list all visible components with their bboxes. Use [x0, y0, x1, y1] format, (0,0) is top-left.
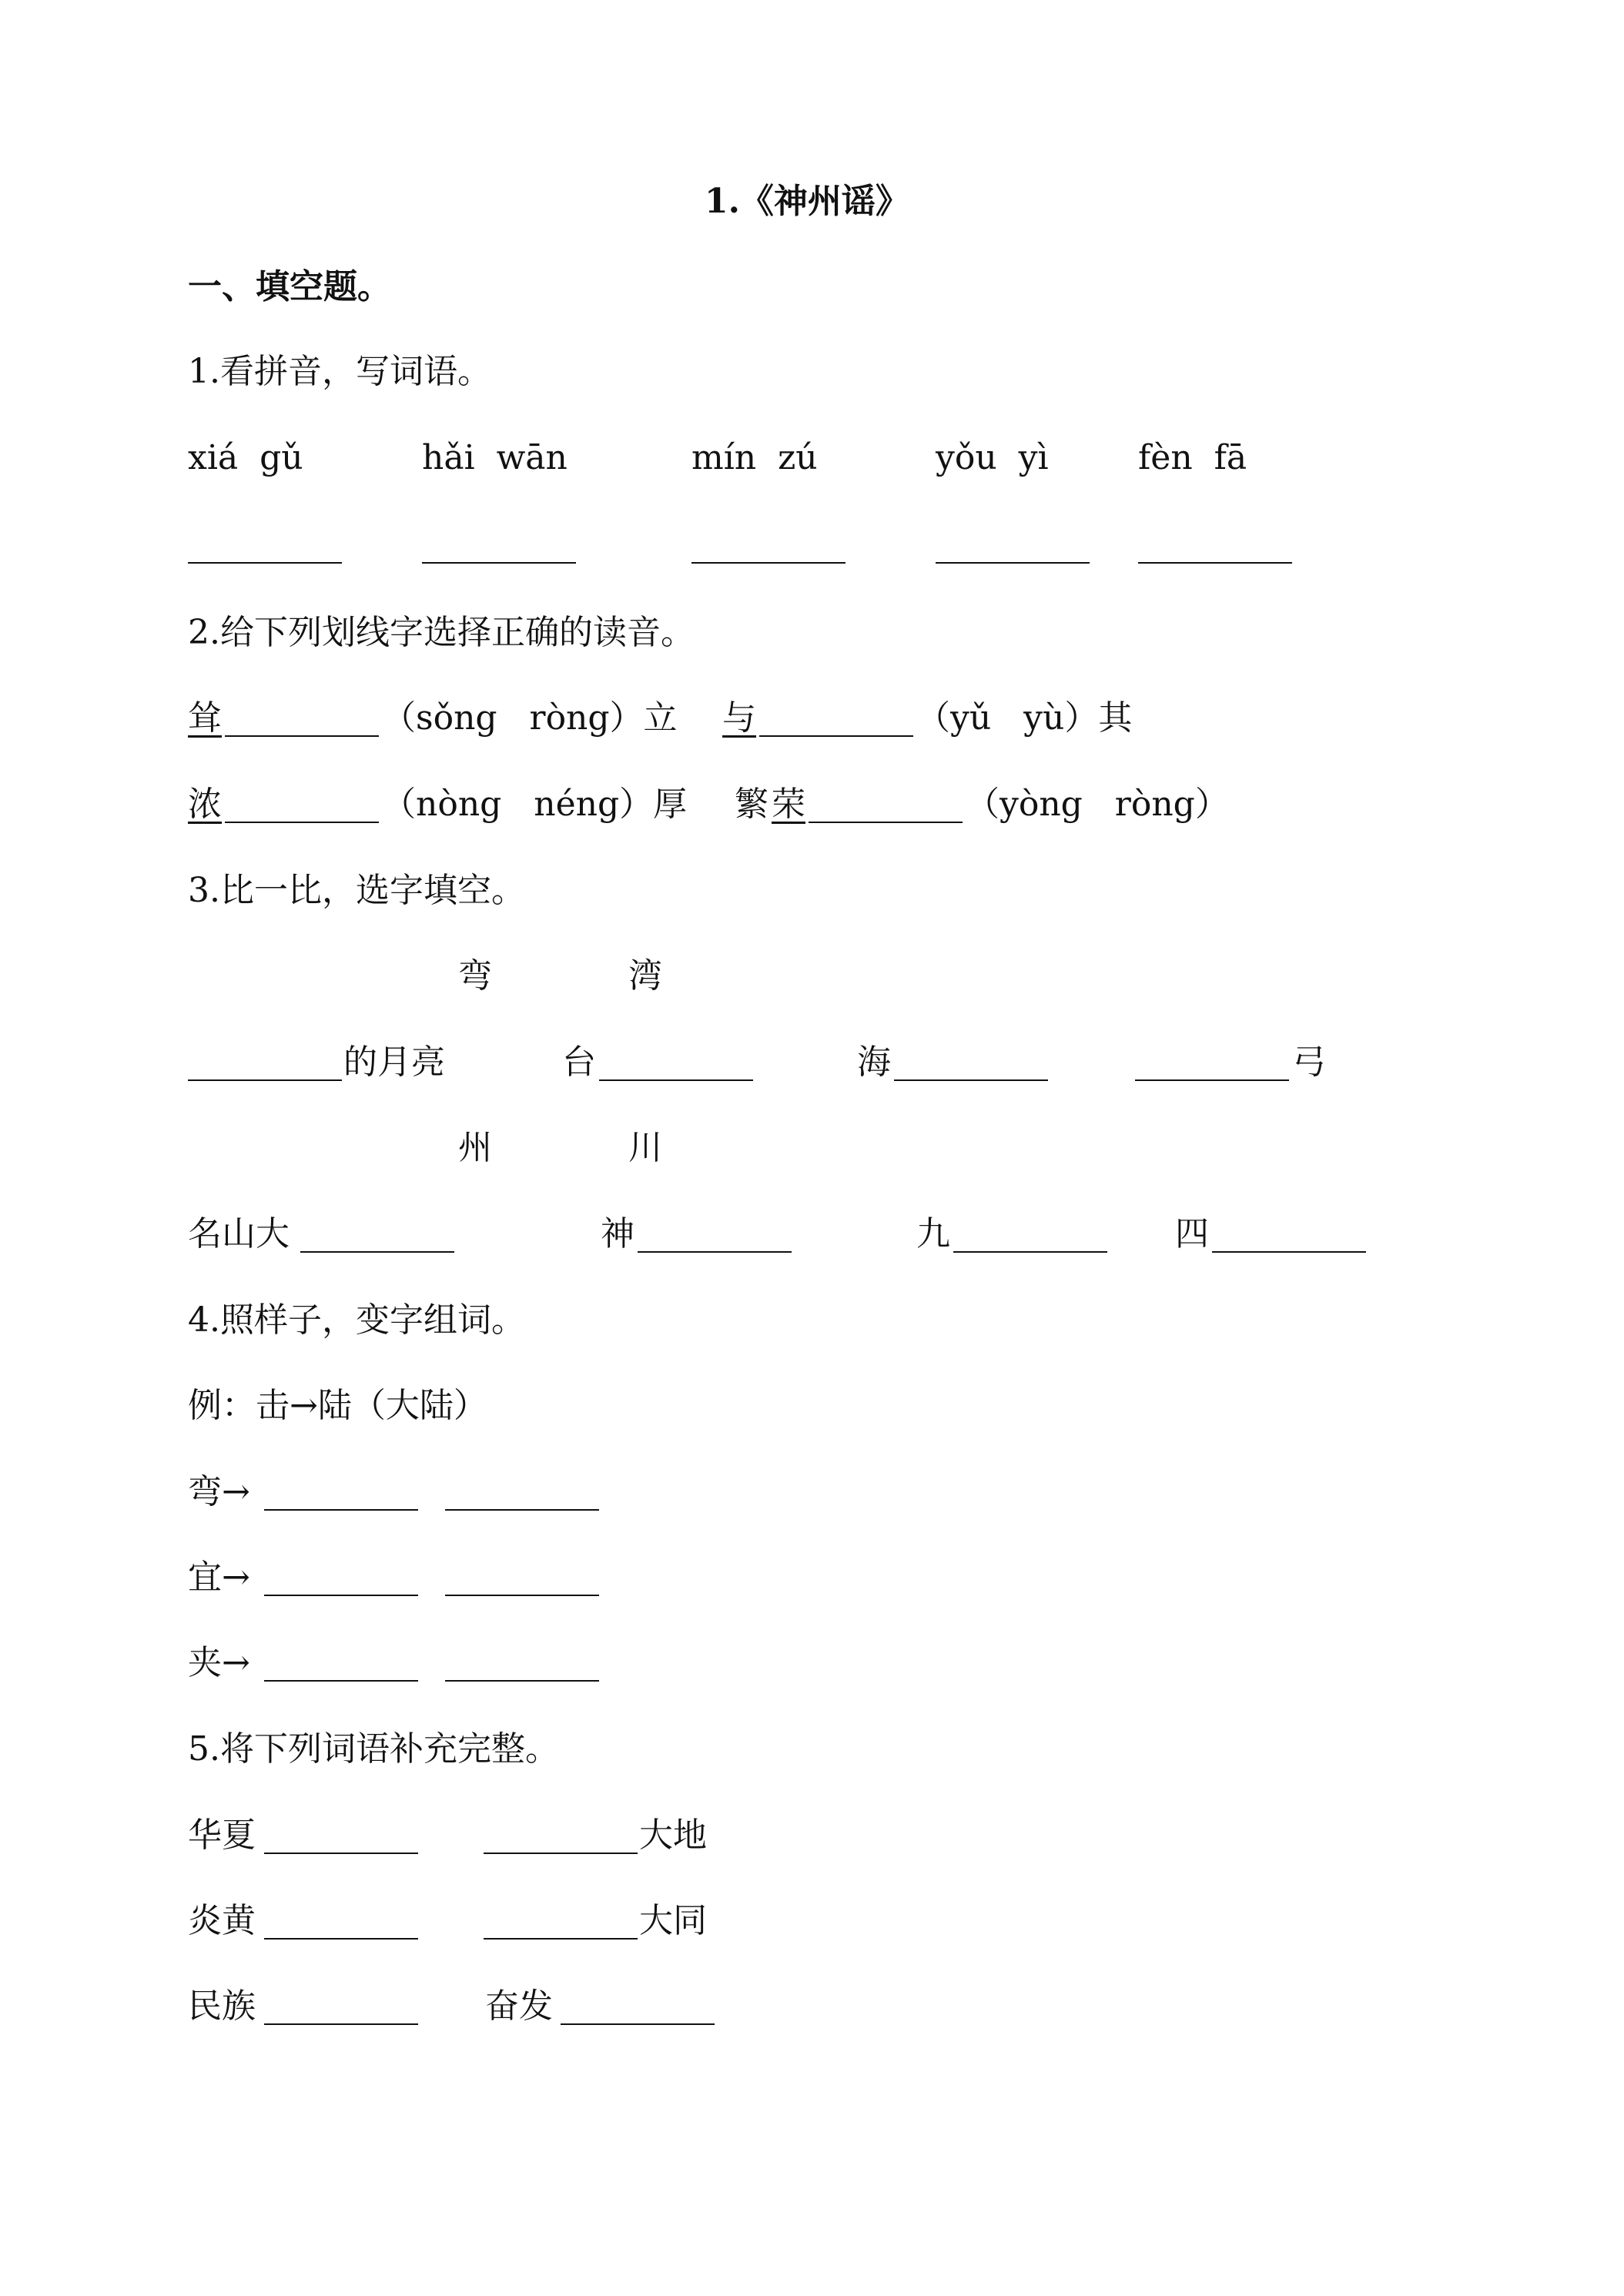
pinyin-item: yǒu yì: [936, 438, 1049, 477]
answer-blank[interactable]: [691, 562, 845, 564]
question-3-line: [0, 860, 1624, 922]
pronunciation-row-1: [0, 688, 1624, 749]
answer-blank[interactable]: [445, 1509, 599, 1511]
phrase-start: 民族: [188, 1986, 256, 2026]
pinyin-item: xiá gǔ: [188, 438, 303, 477]
answer-blank[interactable]: [264, 1680, 418, 1682]
underlined-char: 荣: [772, 785, 805, 824]
question-1-prompt: 1.看拼音，写词语。: [188, 352, 491, 391]
pronunciation-options: （yòng ròng）: [966, 785, 1229, 824]
answer-blank[interactable]: [894, 1079, 1048, 1081]
choice-char: 川: [628, 1128, 662, 1167]
answer-blank[interactable]: [422, 562, 576, 564]
example-text: 例：击→陆（大陆）: [188, 1386, 487, 1425]
answer-blank[interactable]: [936, 562, 1090, 564]
word-prefix: 神: [601, 1214, 635, 1253]
phrase-row: [0, 1890, 1624, 1952]
char-pair-2: [0, 1117, 1624, 1179]
answer-blank[interactable]: [264, 2023, 418, 2025]
word-build-row: [0, 1632, 1624, 1694]
phrase-end: 大地: [639, 1816, 707, 1855]
example-line: [0, 1375, 1624, 1437]
question-4-line: [0, 1290, 1624, 1351]
page-title: 1.《神州谣》: [705, 182, 909, 221]
word-suffix: 弓: [1292, 1043, 1326, 1082]
answer-blank[interactable]: [561, 2023, 715, 2025]
phrase-row: [0, 1976, 1624, 2037]
answer-blank[interactable]: [264, 1595, 418, 1596]
word-build-row: [0, 1547, 1624, 1608]
source-char: 夹→: [188, 1643, 250, 1682]
pinyin-item: hǎi wān: [422, 438, 568, 477]
question-5-prompt: 5.将下列词语补充完整。: [188, 1729, 559, 1769]
phrase-row: [0, 1805, 1624, 1866]
fill-row-2: [0, 1203, 1624, 1265]
phrase-start: 华夏: [188, 1816, 256, 1855]
section-heading-line: [0, 256, 1624, 318]
question-2-prompt: 2.给下列划线字选择正确的读音。: [188, 613, 695, 652]
word-suffix: 的月亮: [343, 1043, 445, 1082]
answer-blank[interactable]: [1212, 1251, 1366, 1253]
answer-blank[interactable]: [953, 1251, 1107, 1253]
pronunciation-options: （yǔ yù）其: [916, 698, 1133, 738]
answer-blanks-row: [0, 514, 1624, 576]
word-prefix: 繁: [735, 785, 768, 824]
word-prefix: 名山大: [188, 1214, 290, 1253]
word-prefix: 海: [857, 1043, 891, 1082]
answer-blank[interactable]: [225, 822, 379, 823]
underlined-char: 耸: [188, 698, 222, 738]
answer-blank[interactable]: [1138, 562, 1292, 564]
answer-blank[interactable]: [188, 562, 342, 564]
title-line: [0, 171, 1624, 233]
answer-blank[interactable]: [188, 1079, 342, 1081]
fill-row-1: [0, 1032, 1624, 1093]
pronunciation-options: （nòng néng）厚: [382, 785, 688, 824]
pinyin-item: mín zú: [691, 438, 818, 477]
answer-blank[interactable]: [300, 1251, 454, 1253]
answer-blank[interactable]: [484, 1853, 638, 1854]
source-char: 弯→: [188, 1472, 250, 1511]
answer-blank[interactable]: [759, 735, 913, 737]
answer-blank[interactable]: [638, 1251, 792, 1253]
word-prefix: 台: [562, 1043, 596, 1082]
question-4-prompt: 4.照样子，变字组词。: [188, 1300, 525, 1340]
underlined-char: 浓: [188, 785, 222, 824]
question-3-prompt: 3.比一比，选字填空。: [188, 871, 525, 910]
question-2-line: [0, 602, 1624, 664]
char-pair-1: [0, 946, 1624, 1007]
answer-blank[interactable]: [484, 1938, 638, 1940]
answer-blank[interactable]: [225, 735, 379, 737]
pronunciation-row-2: [0, 774, 1624, 835]
answer-blank[interactable]: [445, 1680, 599, 1682]
answer-blank[interactable]: [264, 1853, 418, 1854]
underlined-char: 与: [722, 698, 756, 738]
answer-blank[interactable]: [264, 1509, 418, 1511]
phrase-start: 炎黄: [188, 1901, 256, 1940]
answer-blank[interactable]: [1135, 1079, 1289, 1081]
question-1-line: [0, 341, 1624, 403]
word-prefix: 九: [916, 1214, 950, 1253]
question-5-line: [0, 1719, 1624, 1780]
pronunciation-options: （sǒng ròng）立: [382, 698, 678, 738]
section-heading: 一、填空题。: [188, 267, 391, 306]
choice-char: 弯: [458, 956, 492, 996]
word-build-row: [0, 1461, 1624, 1523]
answer-blank[interactable]: [264, 1938, 418, 1940]
word-prefix: 四: [1175, 1214, 1209, 1253]
pinyin-item: fèn fā: [1138, 438, 1247, 477]
choice-char: 湾: [628, 956, 662, 996]
choice-char: 州: [458, 1128, 492, 1167]
answer-blank[interactable]: [809, 822, 963, 823]
phrase-start: 奋发: [485, 1986, 553, 2026]
phrase-end: 大同: [639, 1901, 707, 1940]
source-char: 宜→: [188, 1558, 250, 1597]
answer-blank[interactable]: [599, 1079, 753, 1081]
answer-blank[interactable]: [445, 1595, 599, 1596]
pinyin-row: [0, 427, 1624, 489]
